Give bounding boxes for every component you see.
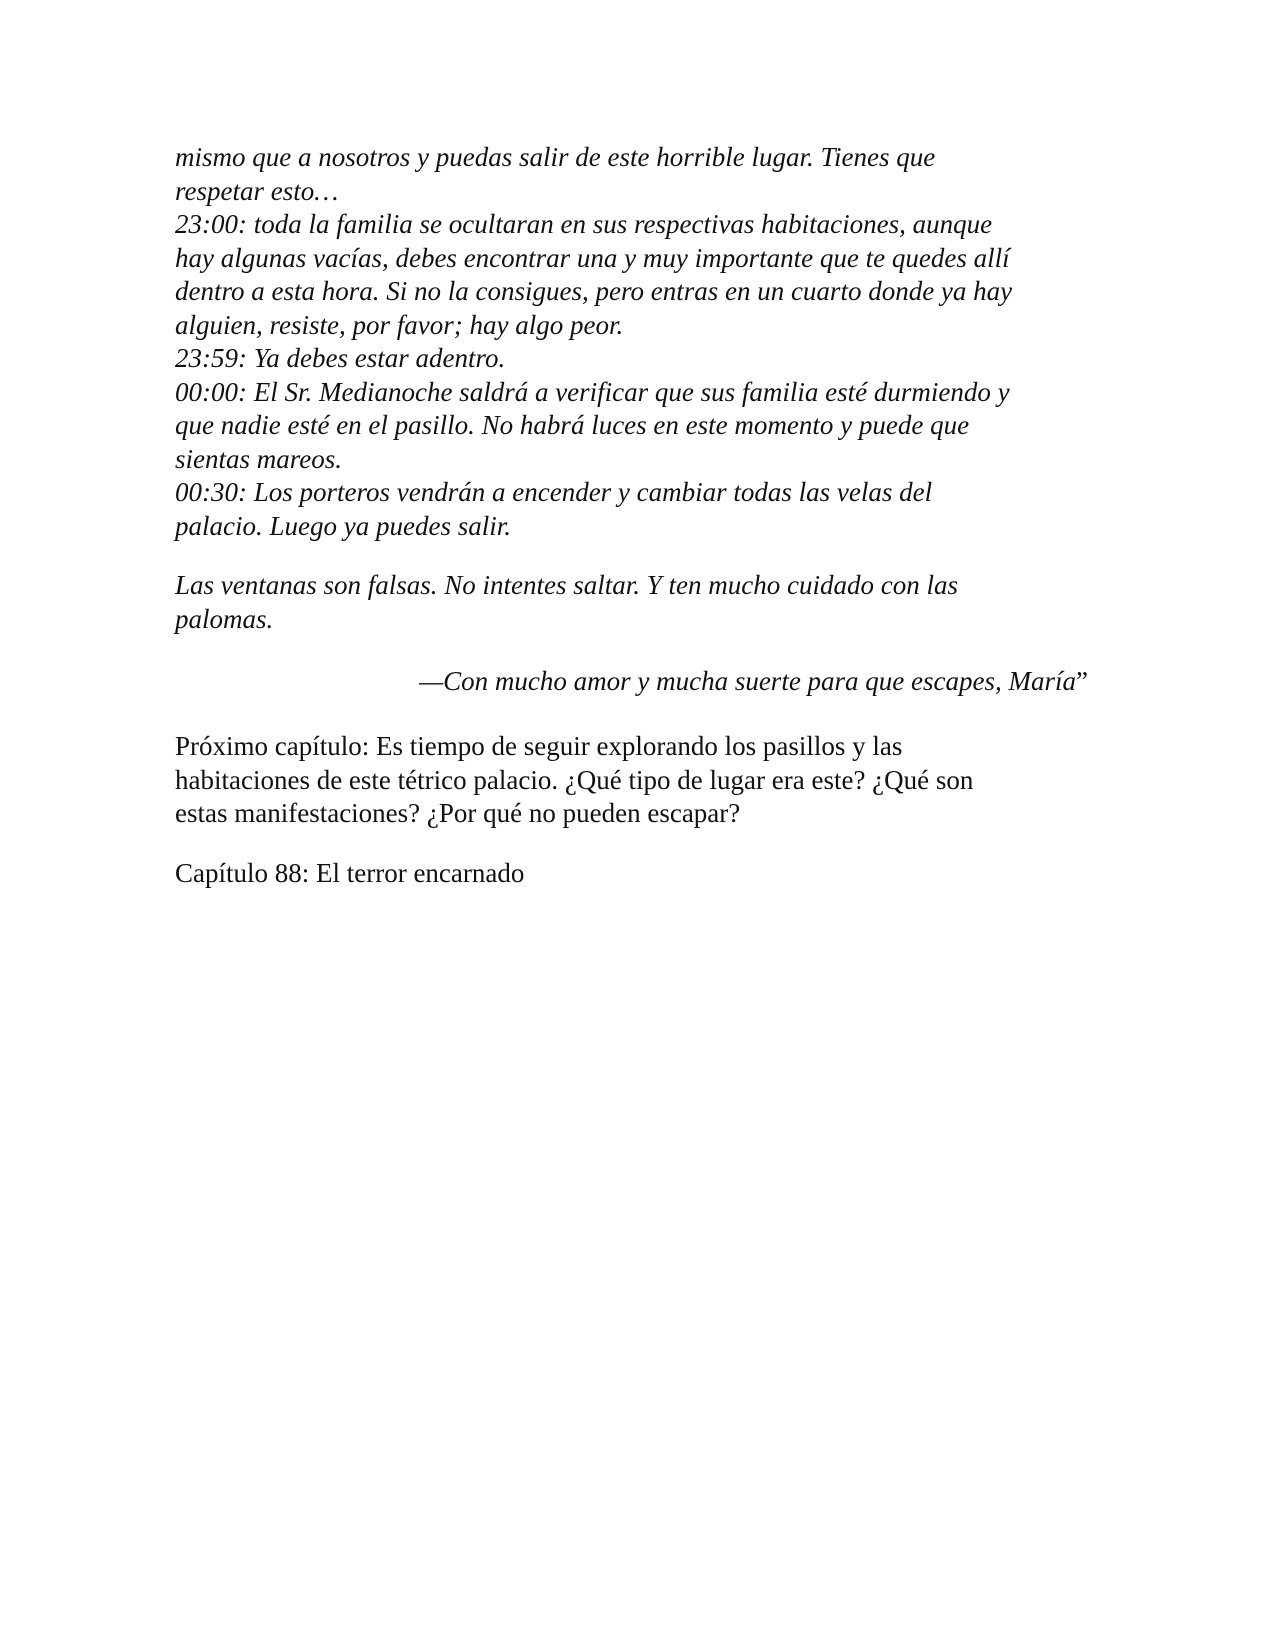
closing-quote-mark: ” [1076,666,1088,696]
chapter-heading [175,857,1095,891]
letter-line: dentro a esta hora. Si no la consigues, pero entras en un cuarto donde ya hay [175,276,1013,306]
letter-line: respetar esto… [175,175,339,206]
letter-schedule-paragraph [175,141,1095,543]
letter-line: 00:00: El Sr. Medianoche saldrá a verificar que sus familia esté durmiendo y [175,376,1010,407]
next-chapter-line: Próximo capítulo: Es tiempo de seguir explorando los pasillos y las [175,731,903,761]
letter-line: palacio. Luego ya puedes salir. [175,510,511,541]
letter-line: hay algunas vacías, debes encontrar una y muy importante que te quedes allí [175,242,1010,273]
letter-line: 00:30: Los porteros vendrán a encender y cambiar todas las velas del [175,477,933,507]
letter-line: 23:59: Ya debes estar adentro. [175,343,506,373]
letter-line: 23:00: toda la familia se ocultaran en sus respectivas habitaciones, aunque [175,209,993,239]
next-chapter-paragraph [175,730,1095,831]
chapter-title: Capítulo 88: El terror encarnado [175,858,525,888]
letter-signature [175,665,1088,699]
next-chapter-line: estas manifestaciones? ¿Por qué no pueden escapar? [175,798,741,828]
letter-line: que nadie esté en el pasillo. No habrá luces en este momento y puede que [175,410,970,440]
warning-line: Las ventanas son falsas. No intentes saltar. Y ten mucho cuidado con las [175,570,958,600]
warning-line: palomas. [175,603,274,634]
letter-line: mismo que a nosotros y puedas salir de este horrible lugar. Tienes que [175,142,936,172]
letter-line: alguien, resiste, por favor; hay algo peor. [175,309,624,340]
letter-warning-paragraph [175,569,1095,636]
letter-line: sientas mareos. [175,443,342,474]
signature-text: —Con mucho amor y mucha suerte para que escapes, María [419,666,1077,696]
next-chapter-line: habitaciones de este tétrico palacio. ¿Qué tipo de lugar era este? ¿Qué son [175,764,974,795]
